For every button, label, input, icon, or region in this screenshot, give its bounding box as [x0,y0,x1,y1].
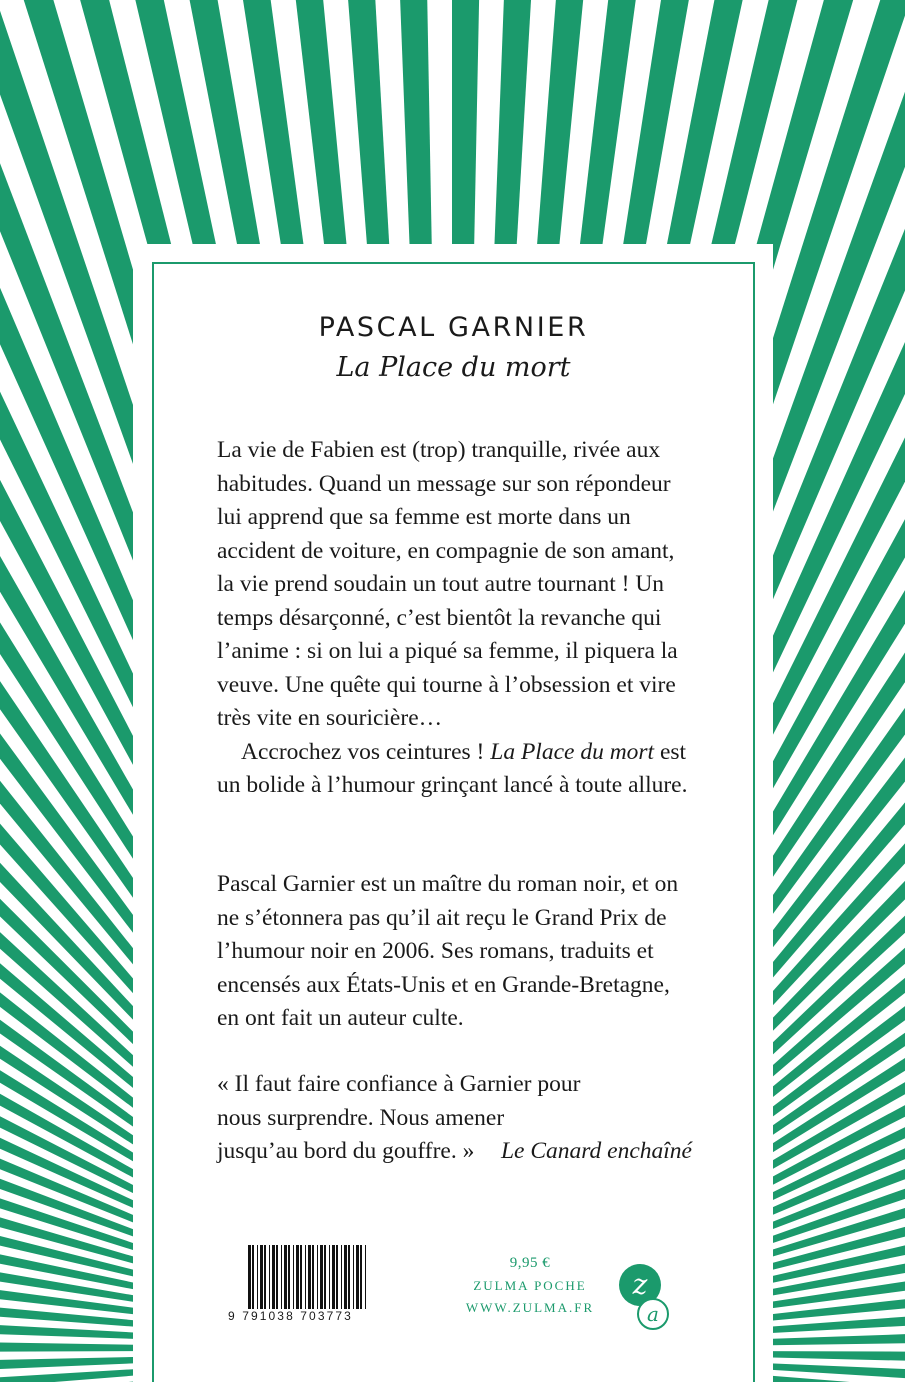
barcode-bar [344,1245,347,1309]
blurb-text-end: est un bolide à l’humour grinçant lancé à toute allure. [217,738,688,798]
publisher-info [430,1255,630,1316]
barcode-bar [281,1245,282,1309]
barcode-bar [293,1245,294,1309]
book-title: La Place du mort [336,352,571,383]
collection-name: ZULMA POCHE [473,1278,587,1293]
blurb-text-start: Accrochez vos ceintures ! [241,738,491,765]
panel-frame [152,262,755,1382]
barcode-bar [353,1245,354,1309]
barcode-bar [336,1245,338,1309]
blurb-paragraph-2 [217,736,692,803]
barcode-bar [252,1245,254,1309]
barcode-bar [348,1245,350,1309]
logo-letter-z: z [632,1268,648,1301]
barcode-bar [317,1245,318,1309]
barcode-bar [288,1245,290,1309]
barcode-bar [320,1245,323,1309]
barcode-bar [356,1245,359,1309]
barcode-bar [248,1245,251,1309]
barcode-bar [300,1245,302,1309]
barcode-bar [260,1245,263,1309]
barcode-bar [257,1245,258,1309]
logo-letter-a: a [647,1302,659,1326]
barcode-bar [365,1245,366,1309]
barcode-bar [329,1245,330,1309]
barcode-bar [269,1245,270,1309]
barcode-bars [248,1245,418,1309]
blurb [217,434,692,803]
barcode-bar [324,1245,326,1309]
barcode-bar [305,1245,306,1309]
quote-source: Le Canard enchaîné [500,1138,692,1164]
blurb-paragraph-1: La vie de Fabien est (trop) tranquille, rivée aux habitudes. Quand un message sur son répondeur lui apprend que sa femme est morte dans un accident de voiture, en compagnie de son amant, la vie prend soudain un tout autre tournant ! Un temps désarçonné, c’est bientôt la revanche qui l’anime : si on lui a piqué sa femme, il piquera la veuve. Une quête qui tourne à l’obsession et vire très vite en souricière… [217,437,678,731]
quote-text: « Il faut faire confiance à Garnier pour nous surprendre. Nous amener jusqu’au bord du gouffre. » [217,1071,581,1164]
barcode-bar [272,1245,275,1309]
barcode-bar [312,1245,314,1309]
author-name: PASCAL GARNIER [318,312,589,343]
barcode-bar [360,1245,362,1309]
barcode-bar [284,1245,287,1309]
barcode-bar [308,1245,311,1309]
barcode-bar [341,1245,342,1309]
press-quote [217,1068,692,1169]
zulma-logo [603,1252,693,1342]
barcode-bar [332,1245,335,1309]
bio-paragraph: Pascal Garnier est un maître du roman noir, et on ne s’étonnera pas qu’il ait reçu le Grand Prix de l’humour noir en 2006. Ses romans, traduits et encensés aux États-Unis et en Grande-Bretagne, en ont fait un auteur culte. [217,871,679,1031]
blurb-title-mention: La Place du mort [490,738,655,765]
barcode-bar [276,1245,278,1309]
barcode-bar [296,1245,299,1309]
barcode-bar [264,1245,266,1309]
isbn-number: 9 791038 703773 [228,1309,353,1323]
author-bio [217,868,692,1036]
publisher-website: WWW.ZULMA.FR [465,1300,595,1315]
price: 9,95 € [509,1255,551,1271]
